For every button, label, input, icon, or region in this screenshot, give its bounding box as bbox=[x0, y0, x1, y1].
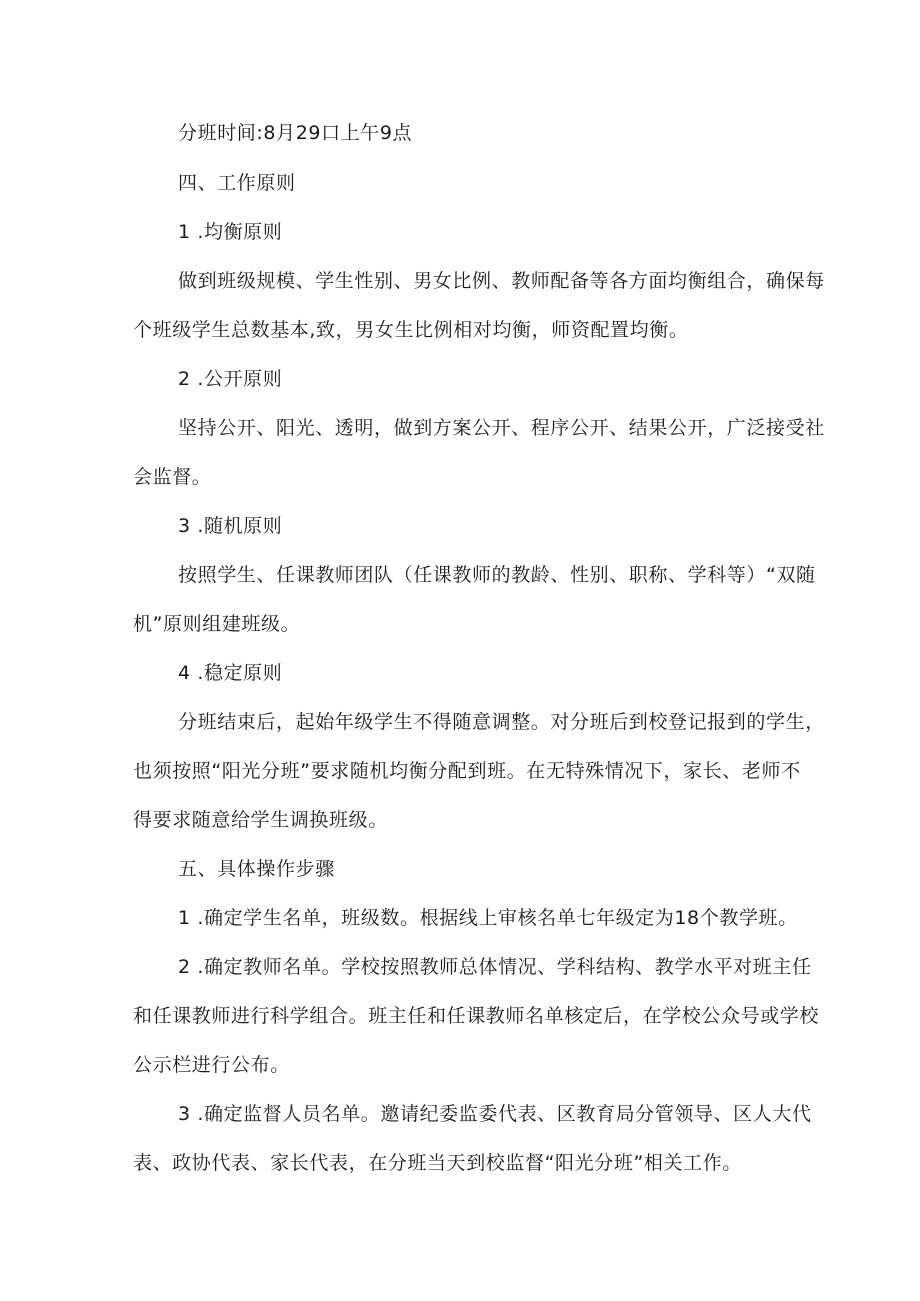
paragraph-line: 和任课教师进行科学组合。班主任和任课教师名单核定后，在学校公众号或学校 bbox=[133, 1005, 820, 1027]
paragraph-line: 机”原则组建班级。 bbox=[133, 613, 301, 635]
paragraph-line: 表、政协代表、家长代表，在分班当天到校监督“阳光分班”相关工作。 bbox=[133, 1152, 742, 1174]
section-heading-principles: 四、工作原则 bbox=[178, 172, 296, 194]
paragraph-line: 分班结束后，起始年级学生不得随意调整。对分班后到校登记报到的学生， bbox=[178, 711, 825, 733]
schedule-time-line: 分班时间:8月29口上午9点 bbox=[178, 122, 413, 144]
paragraph-line: 做到班级规模、学生性别、男女比例、教师配备等各方面均衡组合，确保每 bbox=[178, 270, 825, 292]
paragraph-line: 也须按照“阳光分班”要求随机均衡分配到班。在无特殊情况下，家长、老师不 bbox=[133, 760, 801, 782]
principle-heading-random: 3 .随机原则 bbox=[178, 515, 283, 537]
step-line: 3 .确定监督人员名单。邀请纪委监委代表、区教育局分管领导、区人大代 bbox=[178, 1103, 812, 1125]
paragraph-line: 按照学生、任课教师团队（任课教师的教龄、性别、职称、学科等）“双随 bbox=[178, 564, 816, 586]
section-heading-steps: 五、具体操作步骤 bbox=[178, 858, 335, 880]
principle-heading-balance: 1 .均衡原则 bbox=[178, 221, 283, 243]
paragraph-line: 会监督。 bbox=[133, 466, 212, 488]
paragraph-line: 得要求随意给学生调换班级。 bbox=[133, 809, 388, 831]
paragraph-line: 坚持公开、阳光、透明，做到方案公开、程序公开、结果公开，广泛接受社 bbox=[178, 417, 825, 439]
paragraph-line: 公示栏进行公布。 bbox=[133, 1054, 290, 1076]
step-line: 2 .确定教师名单。学校按照教师总体情况、学科结构、教学水平对班主任 bbox=[178, 956, 812, 978]
paragraph-line: 个班级学生总数基本,致，男女生比例相对均衡，师资配置均衡。 bbox=[133, 319, 689, 341]
principle-heading-open: 2 .公开原则 bbox=[178, 368, 283, 390]
step-line: 1 .确定学生名单，班级数。根据线上审核名单七年级定为18个教学班。 bbox=[178, 907, 798, 929]
principle-heading-stable: 4 .稳定原则 bbox=[178, 662, 283, 684]
